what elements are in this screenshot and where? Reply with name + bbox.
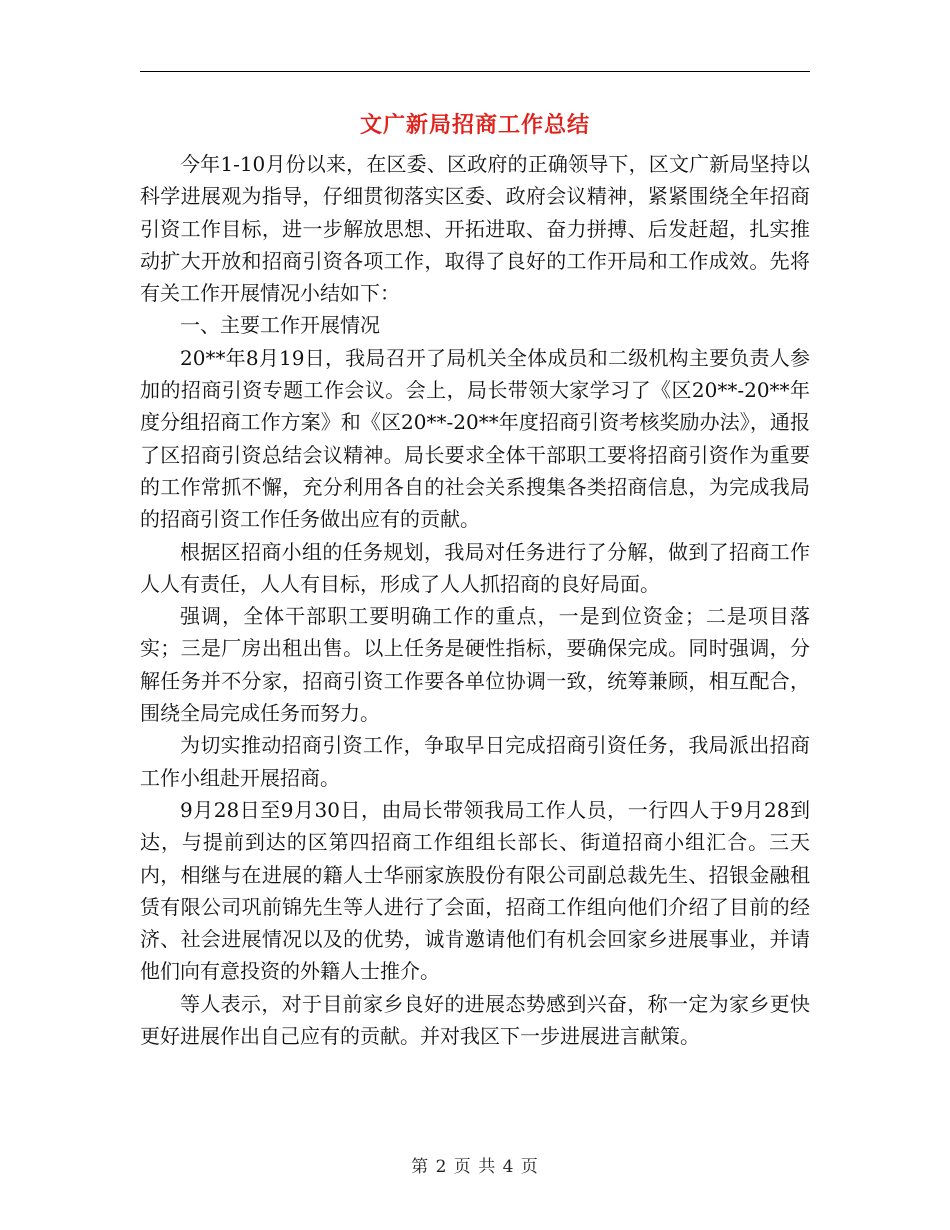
header-rule bbox=[140, 71, 810, 72]
paragraph-emphasis: 强调，全体干部职工要明确工作的重点，一是到位资金；二是项目落实；三是厂房出租出售。以上任务是硬性指标，要确保完成。同时强调，分解任务并不分家，招商引资工作要各单位协调一致，统筹兼顾，相互配合，围绕全局完成任务而努力。 bbox=[140, 604, 810, 726]
section-heading: 一、主要工作开展情况 bbox=[180, 313, 380, 338]
page-footer: 第 2 页 共 4 页 bbox=[411, 1157, 539, 1177]
paragraph-visit: 9月28日至9月30日，由局长带领我局工作人员，一行四人于9月28到达，与提前到达的区第四招商工作组组长部长、街道招商小组汇合。三天内，相继与在进展的籍人士华丽家族股份有限公司副总裁先生、招银金融租赁有限公司巩前锦先生等人进行了会面，招商工作组向他们介绍了目前的经济、社会进展情况以及的优势，诚肯邀请他们有机会回家乡进展事业，并请他们向有意投资的外籍人士推介。 bbox=[140, 797, 810, 984]
paragraph-response: 等人表示，对于目前家乡良好的进展态势感到兴奋，称一定为家乡更快更好进展作出自己应有的贡献。并对我区下一步进展进言献策。 bbox=[140, 991, 810, 1049]
document-body bbox=[140, 148, 810, 1052]
paragraph-team: 为切实推动招商引资工作，争取早日完成招商引资任务，我局派出招商工作小组赴开展招商。 bbox=[140, 733, 810, 790]
paragraph-meeting: 20**年8月19日，我局召开了局机关全体成员和二级机构主要负责人参加的招商引资专题工作会议。会上，局长带领大家学习了《区20**-20**年度分组招商工作方案》和《区20**-20**年度招商引资考核奖励办法》，通报了区招商引资总结会议精神。局长要求全体干部职工要将招商引资作为重要的工作常抓不懈，充分利用各自的社会关系搜集各类招商信息，为完成我局的招商引资工作任务做出应有的贡献。 bbox=[140, 345, 810, 532]
document-title: 文广新局招商工作总结 bbox=[359, 112, 590, 138]
paragraph-task-plan: 根据区招商小组的任务规划，我局对任务进行了分解，做到了招商工作人人有责任，人人有目标，形成了人人抓招商的良好局面。 bbox=[140, 539, 810, 596]
paragraph-intro: 今年1-10月份以来，在区委、区政府的正确领导下，区文广新局坚持以科学进展观为指导，仔细贯彻落实区委、政府会议精神，紧紧围绕全年招商引资工作目标，进一步解放思想、开拓进取、奋力拼搏、后发赶超，扎实推动扩大开放和招商引资各项工作，取得了良好的工作开局和工作成效。先将有关工作开展情况小结如下： bbox=[140, 152, 810, 306]
